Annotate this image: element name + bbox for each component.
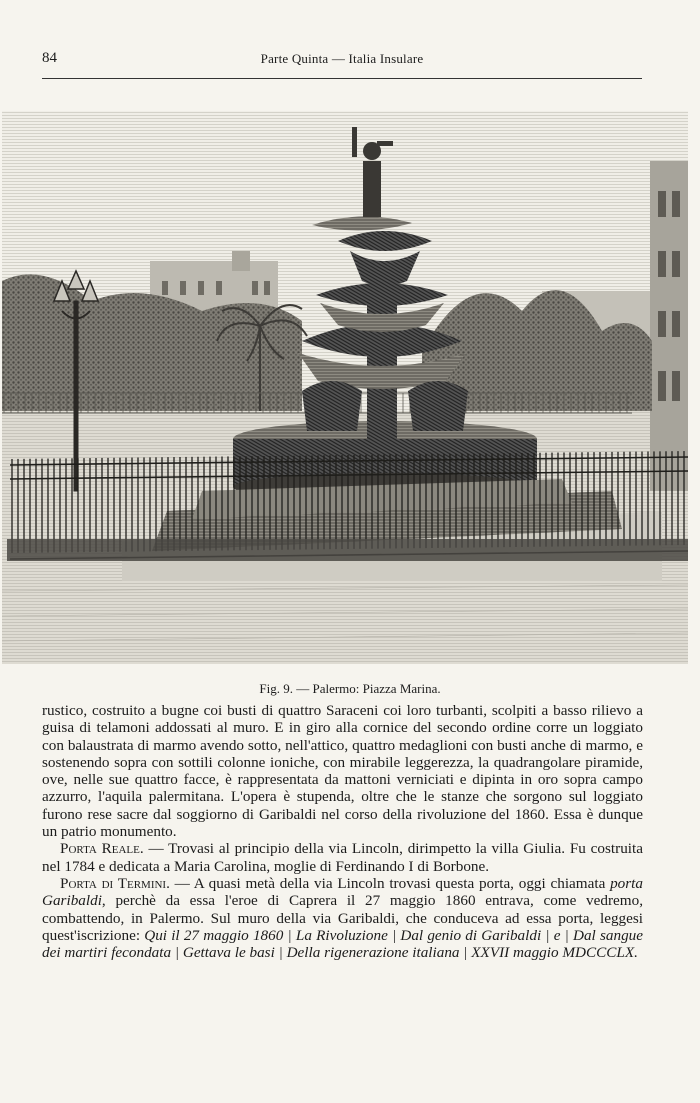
porta-garibaldi-name: porta Garibaldi: [42, 874, 643, 910]
paragraph-palazzo: rustico, costruito a bugne coi busti di quattro Saraceni coi loro turbanti, scolpiti a basso rilievo a guisa di telamoni addossati al muro. E in giro alla cornice del secondo ordine corre un loggiato con balaustrata di marmo avendo sotto, nell'attico, quattro medaglioni con busti anche di marmo, e sostenendo sopra con sottili colonne ioniche, con mirabile leggerezza, la quadrangolare piramide, ove, nelle sue quattro facce, è rappresentata da mattoni verniciati e dipinta in oro sopra campo azzurro, l'aquila palermitana. L'opera è stupenda, oltre che le stanze che sorgono sul loggiato furono rese sacre dal soggiorno di Garibaldi nel corso della rivoluzione del 1860. Essa è dunque un patrio monumento.: [42, 702, 643, 841]
text-porta-termini-a: — A quasi metà della via Lincoln trovasi questa porta, oggi chiamata: [169, 874, 611, 892]
header-rule: [42, 78, 642, 79]
page-header: [42, 50, 642, 72]
running-title: Parte Quinta — Italia Insulare: [260, 51, 424, 66]
body-text: [42, 702, 643, 961]
heading-porta-reale: Porta Reale.: [60, 840, 144, 858]
heading-porta-termini: Porta di Termini.: [60, 874, 170, 892]
inscription: Qui il 27 maggio 1860 | La Rivoluzione | Dal genio di Garibaldi | e | Dal sangue dei martiri fecondata | Gettava le basi | Della rigenerazione italiana | XXVII maggio MDCCCLX.: [42, 926, 643, 962]
text-porta-reale: — Trovasi al principio della via Lincoln, dirimpetto la villa Giulia. Fu costruita nel 1784 e dedicata a Maria Carolina, moglie di Ferdinando I di Borbone.: [42, 840, 643, 875]
paragraph-porta-reale: [42, 840, 643, 875]
text-porta-termini-b: , perchè da essa l'eroe di Caprera il 27 maggio 1860 entrava, come vedremo, combattendo, in Palermo. Sul muro della via Garibaldi, che conduceva ad essa porta, leggesi quest'iscrizione:: [42, 892, 643, 944]
figure-caption: Fig. 9. — Palermo: Piazza Marina.: [259, 681, 441, 696]
paragraph-porta-termini: [42, 875, 643, 961]
fountain-engraving: [2, 111, 688, 664]
page-number: 84: [42, 50, 57, 66]
